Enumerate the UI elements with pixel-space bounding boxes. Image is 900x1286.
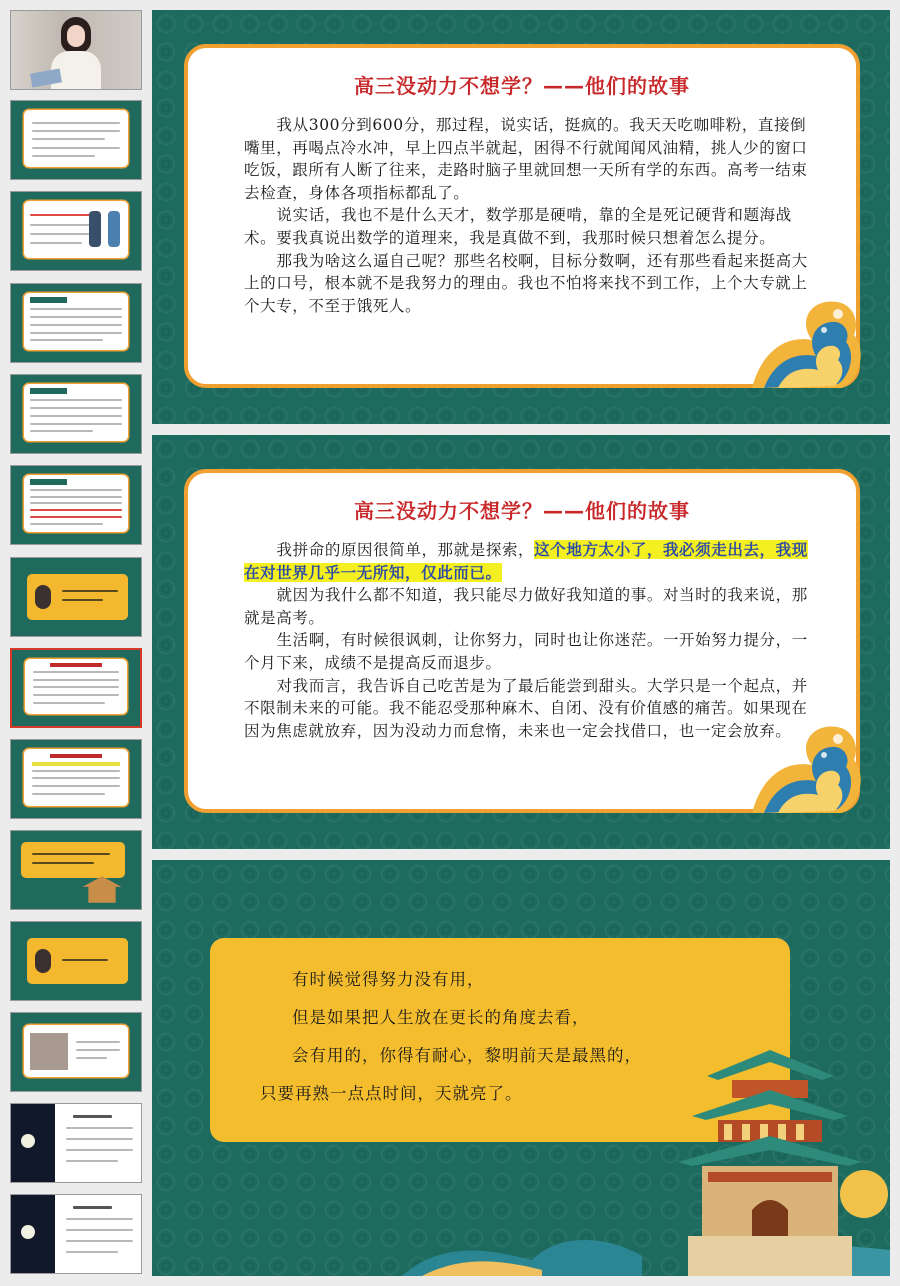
paragraph: 生活啊，有时候很讽刺，让你努力，同时也让你迷茫。一开始努力提分，一个月下来，成绩不是提高反而退步。 [244, 631, 808, 672]
thumbnail-slide-5[interactable] [10, 374, 142, 454]
paragraph: 那我为啥这么逼自己呢？那些名校啊，目标分数啊，还有那些看起来挺高大上的口号，根本就不是我努力的理由。我也不怕将来找不到工作，上个大专就上个大专，不至于饿死人。 [244, 251, 808, 315]
thumbnail-slide-6[interactable] [10, 465, 142, 545]
wave-decoration-icon [742, 705, 862, 817]
presenter-face [67, 25, 85, 47]
paragraph: 对我而言，我告诉自己吃苦是为了最后能尝到甜头。大学只是一个起点，并不限制未来的可能。我不能忍受那种麻木、自闭、没有价值感的痛苦。如果现在因为焦虑就放弃，因为没动力而怠惰，未来也一定会找借口，也一定会放弃。 [244, 676, 808, 740]
paragraph: 我从300分到600分，那过程，说实话，挺疯的。我天天吃咖啡粉，直接倒嘴里，再喝点冷水冲，早上四点半就起，困得不行就闻闻风油精，挑人少的窗口吃饭，跟所有人断了往来，走路时脑子里就回想一天所有学的东西。高考一结束去检查，身体各项指标都乱了。 [244, 116, 808, 202]
quote-line: 但是如果把人生放在更长的角度去看， [292, 1008, 590, 1027]
paragraph-text: 我拼命的原因很简单，那就是探索， [276, 541, 535, 559]
thumbnail-slide-10[interactable] [10, 830, 142, 910]
thumbnail-slide-13[interactable] [10, 1103, 142, 1183]
thumbnail-slide-12[interactable] [10, 1012, 142, 1092]
highlighted-text: 这个地方太小了，我必须走出去，我现在对世界几乎一无所知，仅此而已。 [244, 540, 808, 582]
quote-line: 会有用的，你得有耐心，黎明前天是最黑的， [292, 1046, 642, 1065]
thumbnail-slide-11[interactable] [10, 921, 142, 1001]
paragraph [244, 539, 820, 584]
thumbnail-slide-3[interactable] [10, 191, 142, 271]
slide-story-part-2 [152, 435, 890, 849]
slide-thumbnail-panel [0, 0, 148, 1286]
thumbnail-slide-4[interactable] [10, 283, 142, 363]
thumbnail-slide-2[interactable] [10, 100, 142, 180]
quote-line: 只要再熟一点点时间，天就亮了。 [260, 1084, 523, 1103]
pavilion-illustration-icon [402, 1050, 890, 1276]
story-text [244, 539, 820, 742]
slide-title: 高三没动力不想学？——他们的故事 [354, 74, 690, 98]
thumbnail-slide-14[interactable] [10, 1194, 142, 1274]
thumbnail-video[interactable] [10, 10, 142, 90]
slide-quote [152, 860, 890, 1276]
quote-line: 有时候觉得努力没有用， [292, 970, 485, 989]
thumbnail-slide-7[interactable] [10, 557, 142, 637]
story-text [244, 114, 814, 317]
thumbnail-slide-9[interactable] [10, 739, 142, 819]
slide-story-part-1 [152, 10, 890, 424]
slide-title: 高三没动力不想学？——他们的故事 [354, 499, 690, 523]
paragraph: 就因为我什么都不知道，我只能尽力做好我知道的事。对当时的我来说，那就是高考。 [244, 586, 808, 627]
thumbnail-slide-8-selected[interactable] [10, 648, 142, 728]
paragraph: 说实话，我也不是什么天才，数学那是硬啃，靠的全是死记硬背和题海战术。要我真说出数学的道理来，我是真做不到，我那时候只想着怎么提分。 [244, 206, 792, 247]
wave-decoration-icon [742, 280, 862, 392]
